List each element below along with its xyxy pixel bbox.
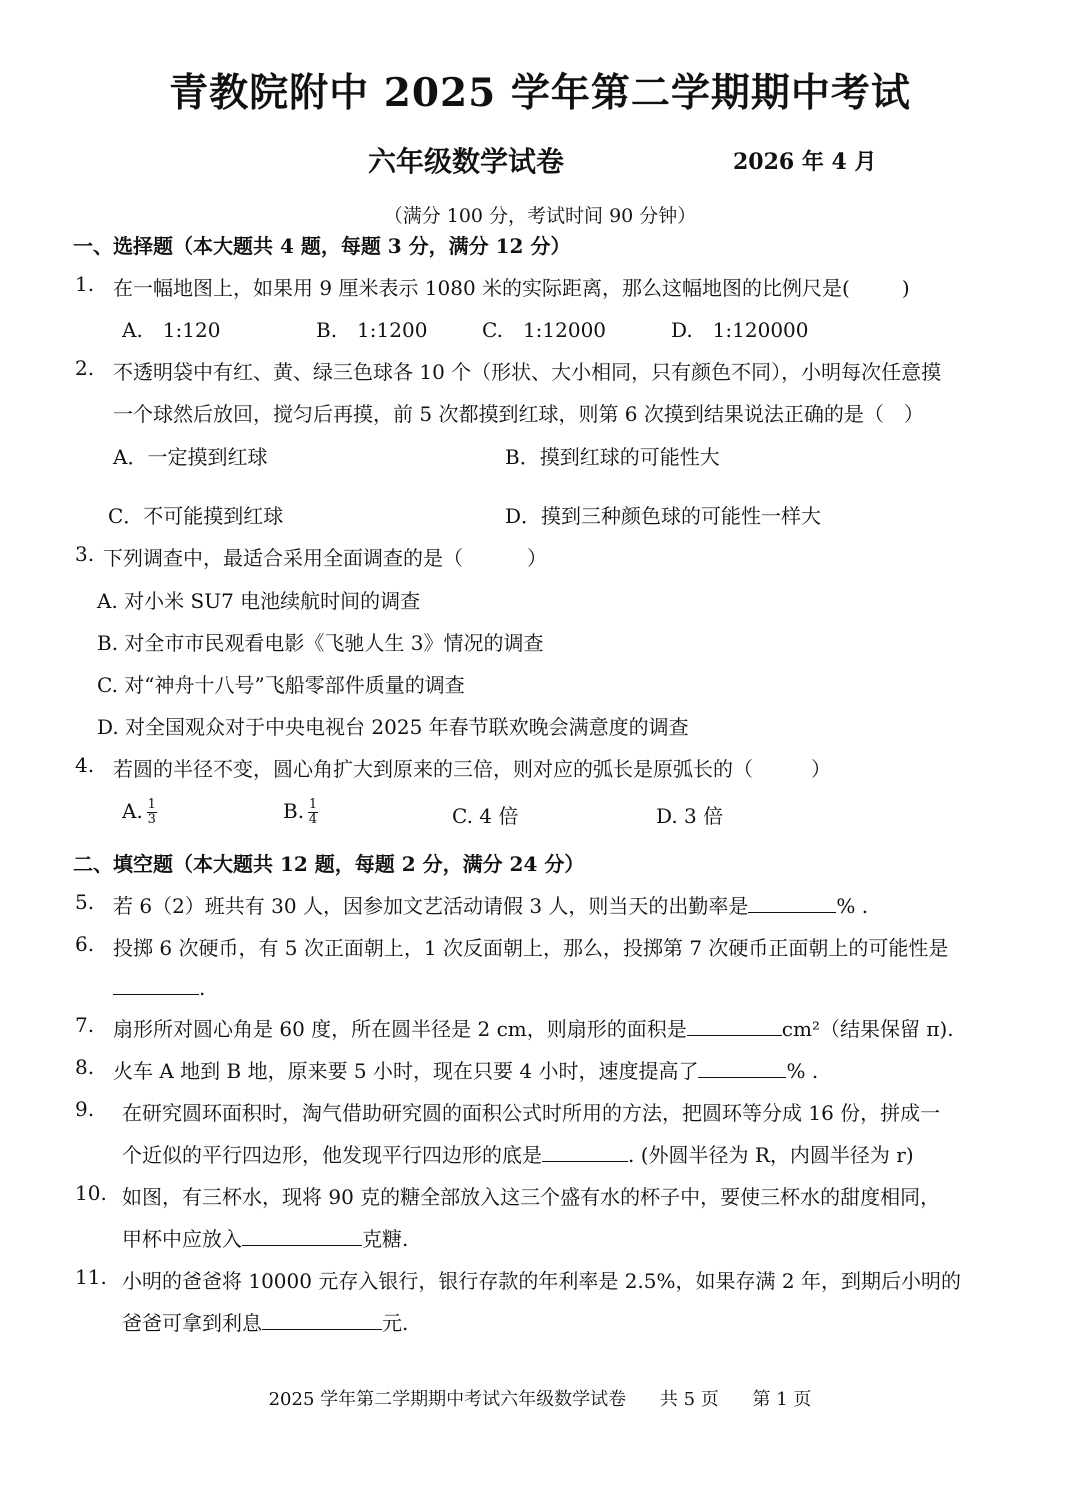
question-10-line2: 甲杯中应放入 克糖. (122, 1227, 409, 1251)
option-3c: C. 对“神舟十八号”飞船零部件质量的调查 (97, 673, 465, 697)
question-9-line1: 在研究圆环面积时，淘气借助研究圆的面积公式时所用的方法，把圆环等分成 16 份，拼成一 (122, 1101, 941, 1125)
question-6-answer: . (113, 974, 205, 1000)
answer-blank[interactable] (698, 1057, 786, 1078)
question-9-line2: 个近似的平行四边形，他发现平行四边形的底是 . (外圆半径为 R，内圆半径为 r) (122, 1143, 914, 1167)
footer-page-number: 第 1 页 (752, 1389, 812, 1410)
option-1a: A. 1:120 (122, 318, 221, 342)
answer-blank[interactable] (748, 892, 836, 913)
page-footer (0, 1385, 1080, 1411)
question-8-text: 火车 A 地到 B 地，原来要 5 小时，现在只要 4 小时，速度提高了 % . (113, 1059, 819, 1083)
answer-blank[interactable] (113, 974, 199, 995)
question-number: 10. (75, 1181, 107, 1205)
question-number: 4. (75, 753, 95, 777)
question-number: 6. (75, 932, 95, 956)
question-number: 7. (75, 1013, 95, 1037)
option-2a: A．一定摸到红球 (113, 445, 268, 469)
option-1d: D. 1:120000 (671, 318, 809, 342)
option-3d: D. 对全国观众对于中央电视台 2025 年春节联欢晚会满意度的调查 (97, 715, 689, 739)
fraction-one-fourth: $\frac{1}{4}$ (308, 797, 318, 827)
option-2c: C．不可能摸到红球 (108, 504, 284, 528)
question-number: 1. (75, 272, 95, 296)
question-1-text: 在一幅地图上，如果用 9 厘米表示 1080 米的实际距离，那么这幅地图的比例尺是( ) (113, 276, 910, 300)
exam-note: （满分 100 分，考试时间 90 分钟） (383, 205, 697, 227)
answer-blank[interactable] (242, 1225, 362, 1246)
option-1c: C. 1:12000 (482, 318, 607, 342)
option-4c: C. 4 倍 (452, 804, 519, 828)
option-2d: D．摸到三种颜色球的可能性一样大 (505, 504, 822, 528)
question-11-line2: 爸爸可拿到利息 元. (122, 1311, 409, 1335)
question-number: 2. (75, 356, 95, 380)
question-number: 5. (75, 890, 95, 914)
section-heading-fill: 二、填空题（本大题共 12 题，每题 2 分，满分 24 分） (73, 852, 585, 876)
option-4a: A. $\frac{1}{3}$ (122, 797, 156, 827)
option-4b: B. $\frac{1}{4}$ (283, 797, 318, 827)
option-3a: A. 对小米 SU7 电池续航时间的调查 (97, 589, 421, 613)
option-2b: B．摸到红球的可能性大 (505, 445, 720, 469)
page-title: 青教院附中 2025 学年第二学期期中考试 (169, 70, 911, 116)
question-6-text: 投掷 6 次硬币，有 5 次正面朝上，1 次反面朝上，那么，投掷第 7 次硬币正面朝上的可能性是 (113, 936, 949, 960)
option-1b: B. 1:1200 (316, 318, 428, 342)
question-2-line2: 一个球然后放回，搅匀后再摸，前 5 次都摸到红球，则第 6 次摸到结果说法正确的是（ ） (113, 402, 924, 426)
footer-total-pages: 共 5 页 (659, 1389, 719, 1410)
option-3b: B. 对全市市民观看电影《飞驰人生 3》情况的调查 (97, 631, 544, 655)
page-subtitle: 六年级数学试卷 (368, 145, 565, 178)
answer-blank[interactable] (262, 1309, 382, 1330)
footer-exam-name: 2025 学年第二学期期中考试六年级数学试卷 (268, 1389, 627, 1410)
question-4-text: 若圆的半径不变，圆心角扩大到原来的三倍，则对应的弧长是原弧长的（ ） (113, 757, 831, 781)
section-heading-choice: 一、选择题（本大题共 4 题，每题 3 分，满分 12 分） (73, 234, 571, 258)
question-3-text: 下列调查中，最适合采用全面调查的是（ ） (103, 546, 547, 570)
question-10-line1: 如图，有三杯水，现将 90 克的糖全部放入这三个盛有水的杯子中，要使三杯水的甜度相同， (122, 1185, 941, 1209)
question-number: 8. (75, 1055, 95, 1079)
question-number: 11. (75, 1265, 107, 1289)
exam-date: 2026 年 4 月 (733, 149, 877, 175)
answer-blank[interactable] (542, 1141, 628, 1162)
question-11-line1: 小明的爸爸将 10000 元存入银行，银行存款的年利率是 2.5%，如果存满 2 年，到期后小明的 (122, 1269, 961, 1293)
option-4d: D. 3 倍 (656, 804, 724, 828)
question-5-text: 若 6（2）班共有 30 人，因参加文艺活动请假 3 人，则当天的出勤率是 % . (113, 894, 869, 918)
question-number: 3. (75, 542, 95, 566)
question-7-text: 扇形所对圆心角是 60 度，所在圆半径是 2 cm，则扇形的面积是 cm²（结果保留 π). (113, 1017, 954, 1041)
question-number: 9. (75, 1097, 95, 1121)
question-2-line1: 不透明袋中有红、黄、绿三色球各 10 个（形状、大小相同，只有颜色不同），小明每次任意摸 (113, 360, 942, 384)
answer-blank[interactable] (687, 1015, 782, 1036)
fraction-one-third: $\frac{1}{3}$ (147, 797, 156, 827)
